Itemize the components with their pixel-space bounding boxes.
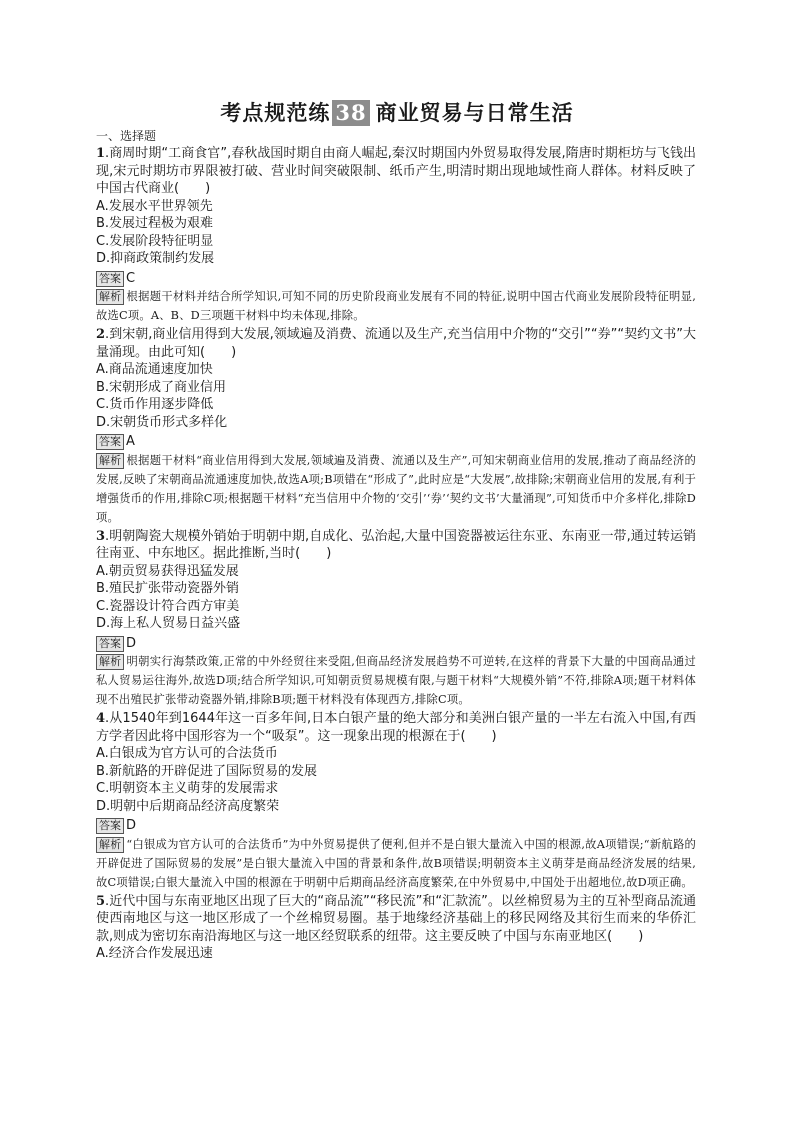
option-c: C.瓷器设计符合西方审美 <box>96 598 240 614</box>
answer-value: A <box>126 434 135 449</box>
question-stem: 2.到宋朝,商业信用得到大发展,领域遍及消费、流通以及生产,充当信用中介物的“交引”“券”“契约文书”大量涌现。由此可知( ) <box>96 327 696 360</box>
answer-line <box>96 817 696 835</box>
answer-line <box>96 433 696 451</box>
explanation-tag: 解析 <box>96 289 124 305</box>
explanation: 解析 根据题干材料并结合所学知识,可知不同的历史阶段商业发展有不同的特征,说明中国古代商业发展阶段特征明显,故选C项。A、B、D三项题干材料中均未体现,排除。 <box>96 290 696 322</box>
option-b: B.发展过程极为艰难 <box>96 216 214 231</box>
title-text: 商业贸易与日常生活 <box>375 101 574 125</box>
question-3 <box>96 528 696 710</box>
title-prefix: 考点规范练 <box>220 101 331 125</box>
question-stem: 3.明朝陶瓷大规模外销始于明朝中期,自成化、弘治起,大量中国瓷器被运往东亚、东南亚一带,通过转运销往南亚、中东地区。据此推断,当时( ) <box>96 528 696 561</box>
explanation-tag: 解析 <box>96 654 124 670</box>
answer-value: D <box>126 635 137 651</box>
option-a: A.发展水平世界领先 <box>96 198 213 214</box>
option-c: C.发展阶段特征明显 <box>96 233 214 249</box>
question-5 <box>96 893 696 963</box>
explanation: 解析 明朝实行海禁政策,正常的中外经贸往来受阻,但商品经济发展趋势不可逆转,在这样的背景下大量的中国商品通过私人贸易运往海外,故选D项;结合所学知识,可知朝贡贸易规模有限,与题干材料“大规模外销”不符,排除A项;题干材料体现不出殖民扩张带动瓷器外销,排除B项;题干材料没有体现西方,排除C项。 <box>96 655 696 706</box>
question-4 <box>96 710 696 892</box>
section-heading: 一、选择题 <box>96 129 157 143</box>
answer-tag: 答案 <box>96 434 124 450</box>
option-a: A.商品流通速度加快 <box>96 362 213 377</box>
answer-line <box>96 635 696 653</box>
option-b: B.殖民扩张带动瓷器外销 <box>96 581 240 596</box>
document-body <box>96 128 696 963</box>
option-d: D.宋朝货币形式多样化 <box>96 414 228 430</box>
answer-value: D <box>126 818 137 833</box>
answer-tag: 答案 <box>96 271 124 287</box>
explanation: 解析 “白银成为官方认可的合法货币”为中外贸易提供了便利,但并不是白银大量流入中国的根源,故A项错误;“新航路的开辟促进了国际贸易的发展”是白银大量流入中国的背景和条件,故B项错误;明朝资本主义萌芽是商品经济发展的结果,故C项错误;白银大量流入中国的根源在于明朝中后期商品经济高度繁荣,在中外贸易中,中国处于出超地位,故D项正确。 <box>96 837 696 889</box>
question-stem: 1.商周时期“工商食官”,春秋战国时期自由商人崛起,秦汉时期国内外贸易取得发展,隋唐时期柜坊与飞钱出现,宋元时期坊市界限被打破、营业时间突破限制、纸币产生,明清时期出现地域性商人群体。材料反映了中国古代商业( ) <box>96 146 696 196</box>
option-d: D.明朝中后期商品经济高度繁荣 <box>96 798 280 814</box>
question-stem: 5.近代中国与东南亚地区出现了巨大的“商品流”“移民流”和“汇款流”。以丝棉贸易为主的互补型商品流通使西南地区与这一地区形成了一个丝棉贸易圈。基于地缘经济基础上的移民网络及其衍生而来的华侨汇款,则成为密切东南沿海地区与这一地区经贸联系的纽带。这主要反映了中国与东南亚地区( ) <box>96 893 696 944</box>
option-d: D.抑商政策制约发展 <box>96 251 215 266</box>
option-c: C.明朝资本主义萌芽的发展需求 <box>96 781 279 796</box>
question-1 <box>96 145 696 325</box>
option-d: D.海上私人贸易日益兴盛 <box>96 616 241 631</box>
title-number-badge: 38 <box>332 100 369 126</box>
option-c: C.货币作用逐步降低 <box>96 397 214 412</box>
explanation-tag: 解析 <box>96 453 124 469</box>
answer-value: C <box>126 270 136 286</box>
option-a: A.朝贡贸易获得迅猛发展 <box>96 563 239 579</box>
question-stem: 4.从1540年到1644年这一百多年间,日本白银产量的绝大部分和美洲白银产量的一半左右流入中国,有西方学者因此将中国形容为一个“吸泵”。这一现象出现的根源在于( ) <box>96 711 696 744</box>
option-b: B.宋朝形成了商业信用 <box>96 379 227 395</box>
option-b: B.新航路的开辟促进了国际贸易的发展 <box>96 763 318 779</box>
option-a: A.白银成为官方认可的合法货币 <box>96 746 278 761</box>
option-a: A.经济合作发展迅速 <box>96 946 213 961</box>
explanation-tag: 解析 <box>96 837 124 853</box>
question-2 <box>96 326 696 527</box>
explanation: 解析 根据题干材料“商业信用得到大发展,领域遍及消费、流通以及生产”,可知宋朝商业信用的发展,推动了商品经济的发展,反映了宋朝商品流通速度加快,故选A项;B项错在“形成了”,此时应是“大发展”,故排除;宋朝商业信用的发展,有利于增强货币的作用,排除C项;根据题干材料“充当信用中介物的‘交引’‘券’‘契约文书’大量涌现”,可知货币中介多样化,排除D项。 <box>96 453 696 524</box>
answer-line <box>96 270 696 288</box>
page-title <box>0 97 794 127</box>
answer-tag: 答案 <box>96 818 124 834</box>
answer-tag: 答案 <box>96 636 124 652</box>
